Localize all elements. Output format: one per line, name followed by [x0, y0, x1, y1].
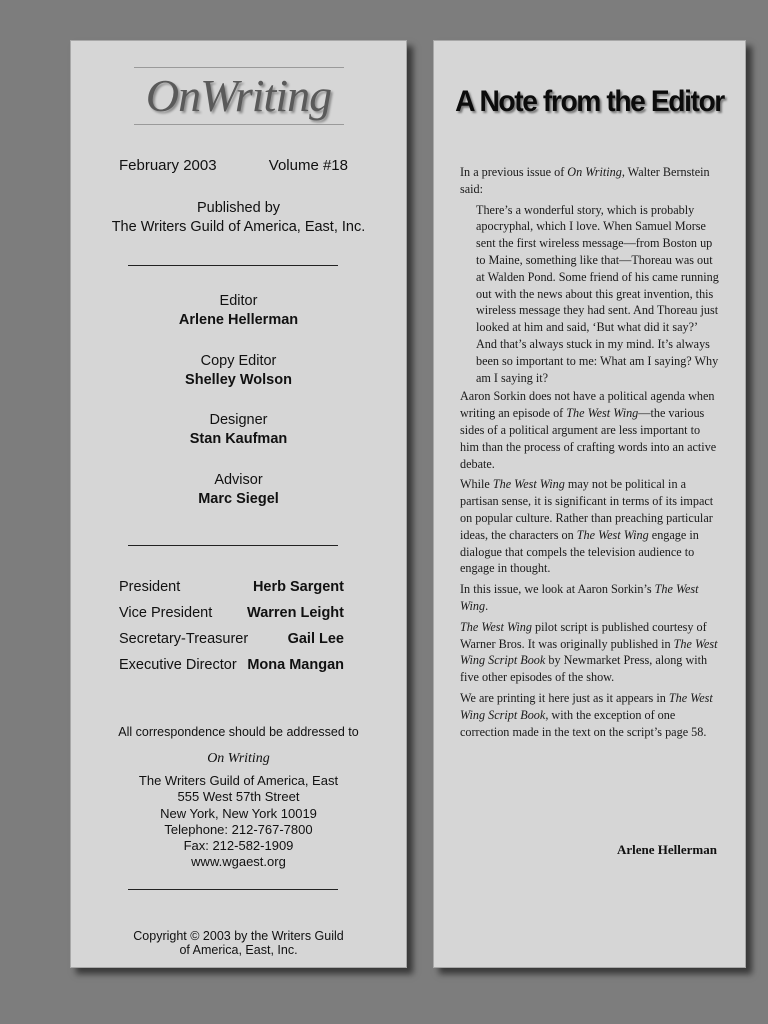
copyright-line: Copyright © 2003 by the Writers Guild	[133, 929, 344, 943]
officer-title: Executive Director	[119, 657, 237, 673]
staff-designer	[71, 411, 406, 449]
text-run: pilot script is published courtesy of Warner Bros. It was originally published in	[460, 619, 707, 651]
staff-role: Advisor	[214, 472, 263, 488]
divider	[128, 265, 338, 266]
website-link[interactable]: www.wgaest.org	[191, 854, 286, 870]
text-run: , Walter Bernstein said:	[460, 165, 710, 196]
officer-title: Vice President	[119, 605, 213, 621]
paragraph	[460, 581, 719, 615]
divider	[128, 889, 338, 890]
officer-title: Secretary-Treasurer	[119, 631, 249, 647]
issue-line	[119, 157, 348, 174]
text-run: While	[460, 477, 493, 492]
text-run: Aaron Sorkin does not have a political agenda when writing an episode of	[460, 389, 715, 421]
telephone: Telephone: 212-767-7800	[164, 821, 313, 837]
masthead-panel	[70, 40, 407, 968]
staff-name: Arlene Hellerman	[178, 312, 299, 328]
text-run: .	[485, 598, 489, 613]
paragraph	[460, 164, 719, 198]
staff-name: Marc Siegel	[198, 491, 279, 507]
book-title: The West Wing Script Book	[460, 636, 718, 668]
correspondence-label: All correspondence should be addressed to	[118, 725, 359, 739]
editor-signature: Arlene Hellerman	[617, 842, 717, 857]
staff-name: Stan Kaufman	[189, 431, 288, 447]
address-line: 555 West 57th Street	[177, 789, 300, 805]
show-title: The West Wing	[460, 582, 699, 613]
editor-note-panel	[433, 40, 746, 968]
logo-rule-bottom	[134, 124, 344, 125]
paragraph	[460, 476, 719, 577]
officer-row	[119, 657, 344, 683]
mailing-address	[71, 773, 406, 871]
paragraph	[460, 388, 719, 472]
staff-copy-editor	[71, 352, 406, 390]
address-line: The Writers Guild of America, East	[138, 773, 339, 788]
text-run: by Newmarket Press, along with five other episodes of the show.	[460, 653, 708, 685]
publication-title: On Writing	[567, 165, 622, 179]
text-run: In this issue, we look at Aaron Sorkin’s	[460, 582, 655, 597]
publisher-block	[71, 199, 406, 237]
officer-name: Warren Leight	[247, 605, 344, 621]
correspondence-publication: On Writing	[207, 751, 270, 766]
correspondence-block	[71, 723, 406, 871]
text-run: We are printing it here just as it appears in	[460, 690, 669, 705]
officer-row	[119, 631, 344, 657]
show-title: The West Wing	[576, 527, 649, 542]
article-body	[460, 164, 719, 744]
issue-date: February 2003	[119, 157, 217, 174]
issue-volume: Volume #18	[268, 157, 348, 174]
paragraph	[460, 619, 719, 686]
show-title: The West Wing	[460, 619, 532, 634]
publisher-name: The Writers Guild of America, East, Inc.	[111, 219, 366, 235]
staff-role: Editor	[219, 293, 258, 309]
text-run: , with the exception of one correction made in the text on the script’s page 58.	[460, 707, 707, 739]
show-title: The West Wing	[566, 406, 639, 421]
paragraph	[460, 690, 719, 740]
staff-role: Copy Editor	[200, 353, 277, 369]
fax: Fax: 212-582-1909	[183, 838, 294, 854]
text-run: may not be political in a partisan sense, it is significant in terms of its impact on popular culture. Rather than preaching particular ideas, the characters on	[460, 477, 714, 542]
publication-logo: OnWriting	[145, 70, 332, 121]
book-title: The West Wing Script Book	[460, 690, 713, 722]
staff-editor	[71, 292, 406, 330]
text-run: engage in dialogue that compels the television audience to engage in thought.	[460, 527, 699, 576]
copyright-notice	[71, 929, 406, 957]
officers-list	[119, 579, 344, 683]
copyright-line: of America, East, Inc.	[179, 943, 298, 957]
published-by-label: Published by	[196, 200, 281, 216]
text-run: In a previous issue of	[460, 165, 568, 179]
officer-name: Herb Sargent	[252, 579, 344, 595]
staff-advisor	[71, 471, 406, 509]
address-line: New York, New York 10019	[160, 805, 317, 821]
officer-name: Gail Lee	[287, 631, 344, 647]
text-run: —the various sides of a political argument are less important to him than the process of crafting words into an active debate.	[460, 406, 717, 471]
staff-role: Designer	[209, 412, 268, 428]
divider	[128, 545, 338, 546]
article-headline: A Note from the Editor	[455, 85, 724, 118]
show-title: The West Wing	[492, 477, 565, 492]
logo-block	[71, 67, 406, 125]
officer-row	[119, 579, 344, 605]
officer-title: President	[119, 579, 181, 595]
block-quote: There’s a wonderful story, which is probably apocryphal, which I love. When Samuel Morse sent the first wireless message—from Boston up to Maine, something like that—Thoreau was out at Walden Pond. Some friend of his came running out with the news about this great invention, this wireless message they had sent. And Thoreau just looked at him and said, ‘But what did it say?’ And that’s always stuck in my mind. It’s always been so important to me: What am I saying? Why am I saying it?	[476, 202, 719, 385]
officer-name: Mona Mangan	[247, 657, 344, 673]
staff-name: Shelley Wolson	[185, 372, 292, 388]
officer-row	[119, 605, 344, 631]
